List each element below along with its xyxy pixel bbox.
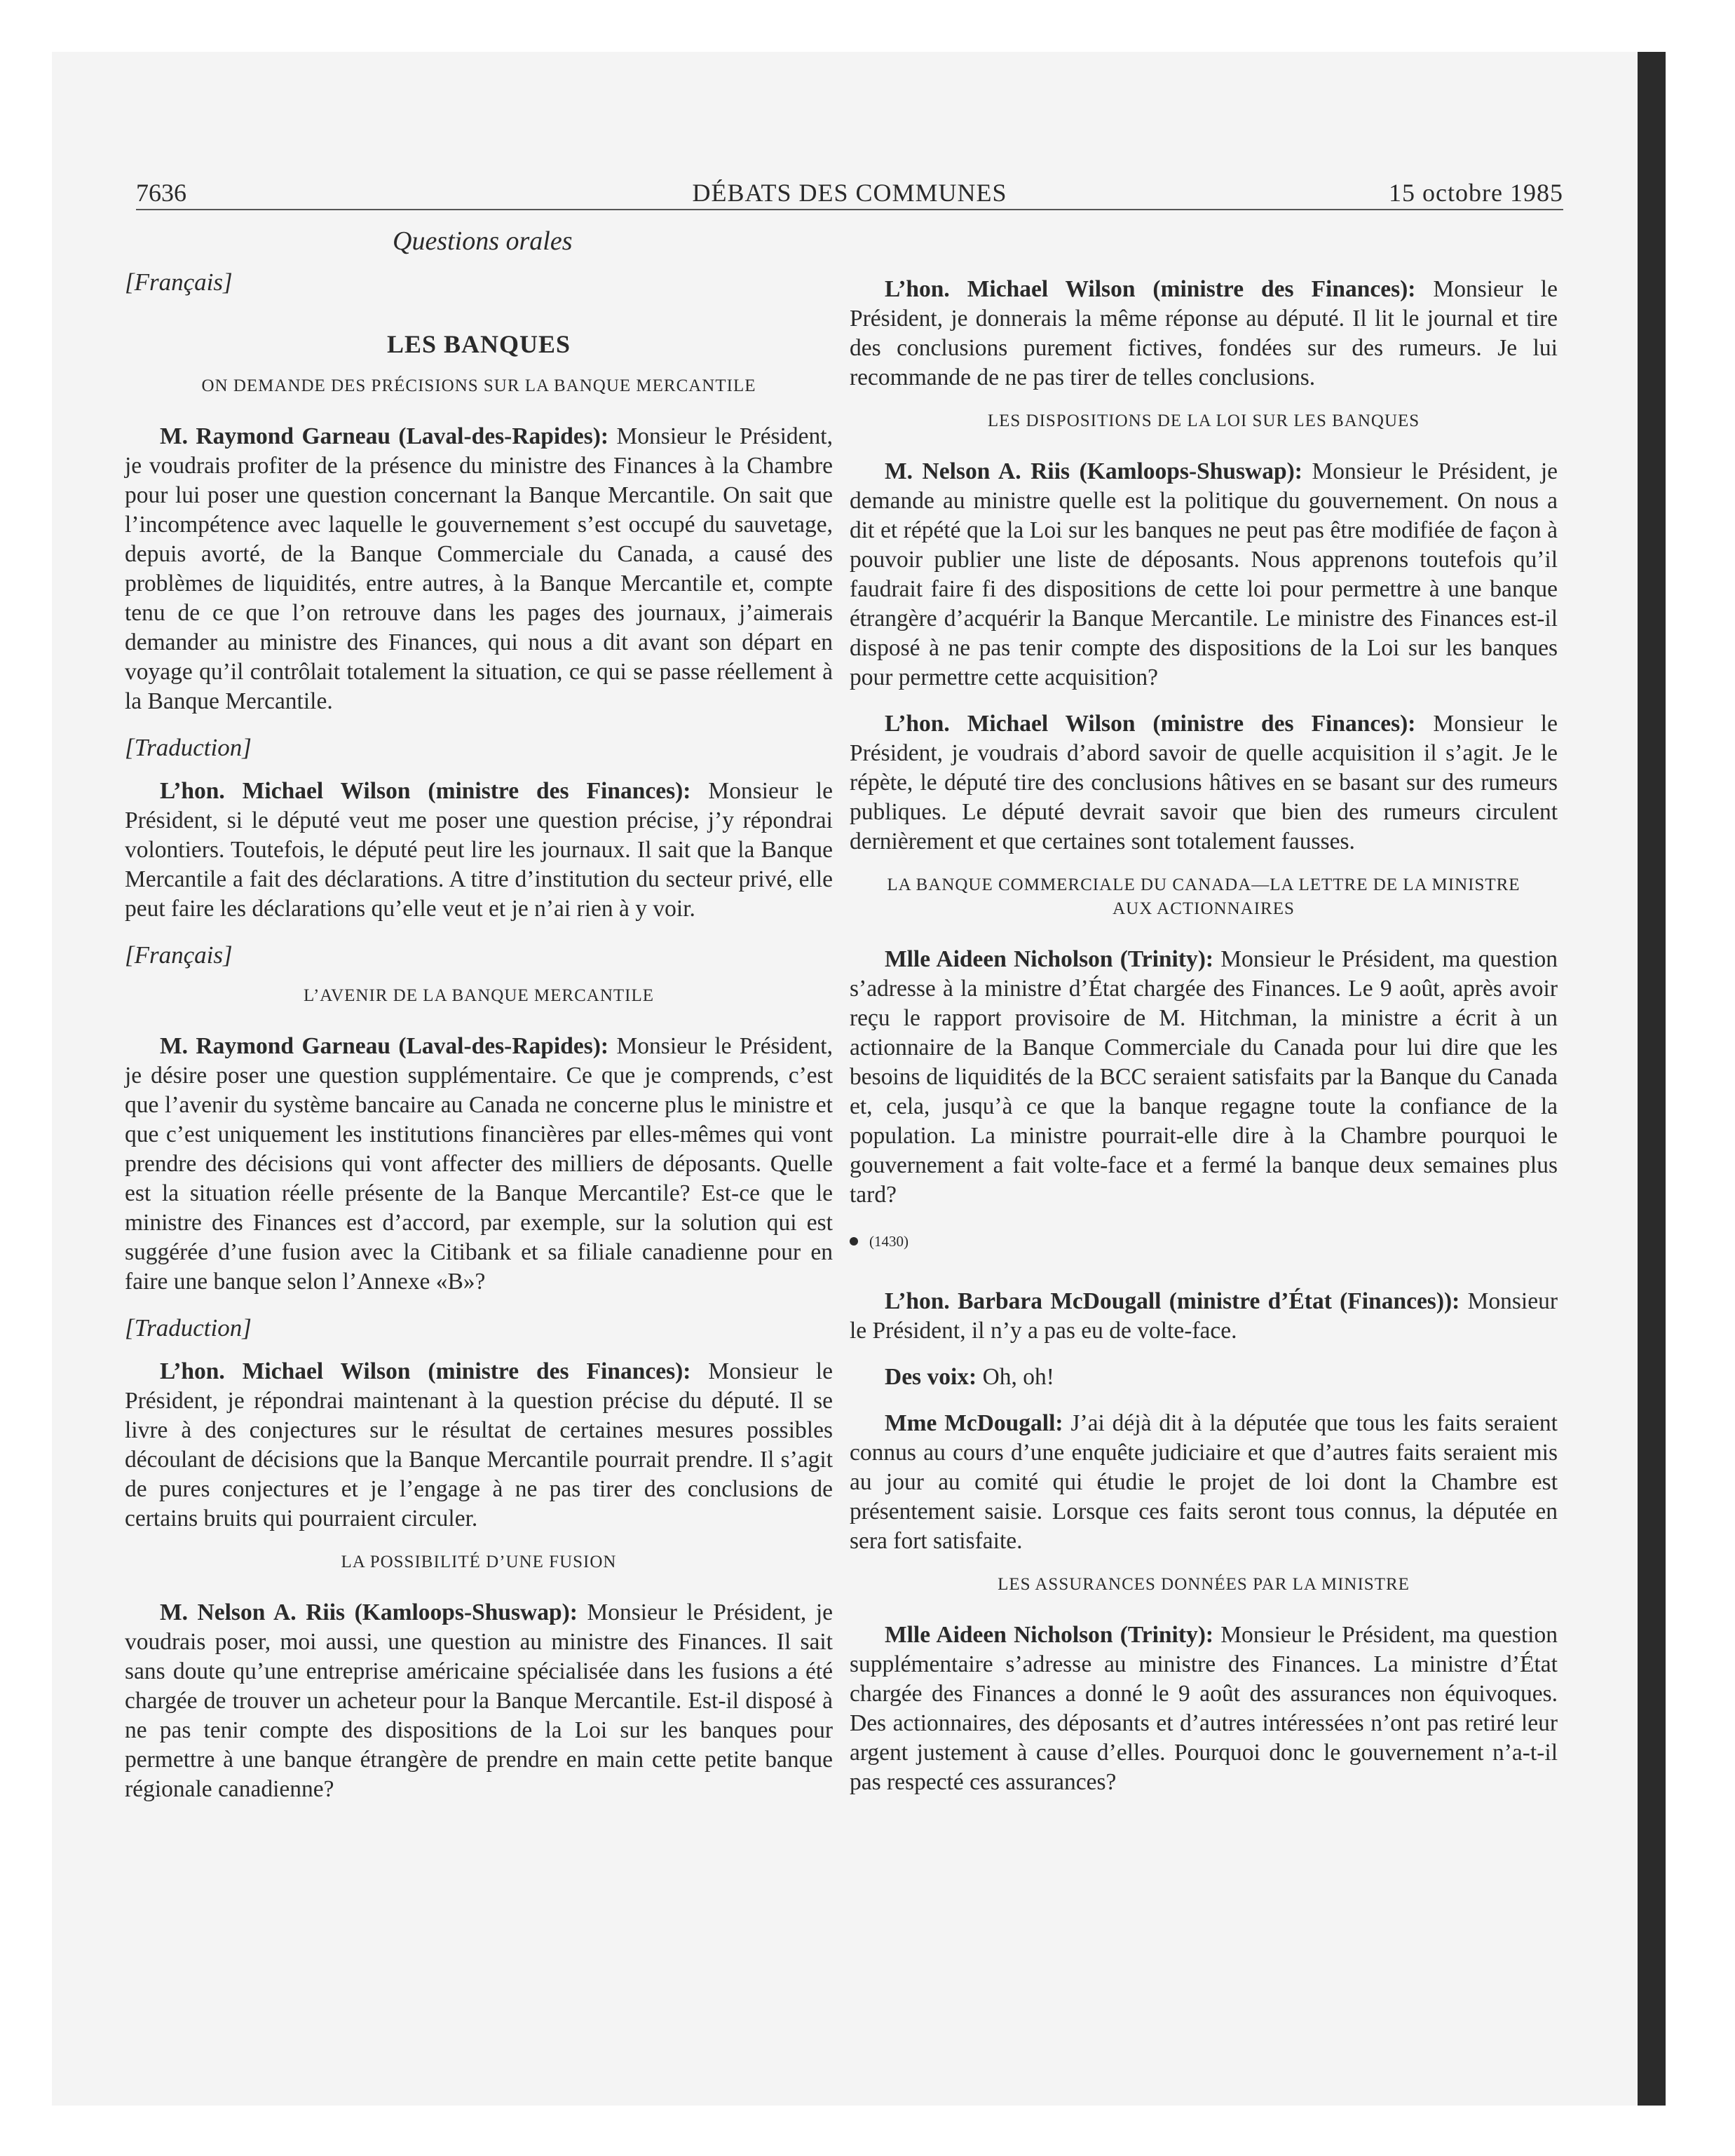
speech-text: Monsieur le Président, je voudrais poser, moi aussi, une question au ministre des Finances. Il sait sans doute qu’une entreprise américaine spécialisée dans les fusions a été chargée de trouver un acheteur pour la Banque Mercantile. Est-il disposé à ne pas tenir compte des dispositions de la Loi sur les banques pour permettre à une banque étrangère de prendre en main cette petite banque régionale canadienne? (125, 1599, 833, 1802)
speech-paragraph (125, 1357, 833, 1534)
time-marker-text: (1430) (869, 1233, 909, 1250)
speaker-name: Mlle Aideen Nicholson (Trinity): (885, 1622, 1214, 1648)
speech-paragraph (125, 777, 833, 924)
speech-paragraph (850, 1409, 1558, 1556)
speech-paragraph (850, 1287, 1558, 1346)
speech-text: Monsieur le Président, si le député veut me poser une question précise, j’y répondrai volontiers. Toutefois, le député peut lire les journaux. Il sait que la Banque Mercantile a fait des déclarations. A titre d’institution du secteur privé, elle peut faire les déclarations qu’elle veut et je n’ai rien à y voir. (125, 778, 833, 922)
speech-text: Monsieur le Président, je donnerais la même réponse au député. Il lit le journal et tire des conclusions purement fictives, fondées sur des rumeurs. Je lui recommande de ne pas tirer de telles conclusions. (850, 276, 1558, 390)
bullet-icon (850, 1237, 858, 1246)
speech-text: Monsieur le Président, je répondrai maintenant à la question précise du député. Il se livre à des conjectures sur le résultat de certaines mesures possibles découlant de décisions que la Banque Mercantile pourrait prendre. Il s’agit de pures conjectures et je l’engage à ne pas tirer des conclusions de certains bruits qui pourraient circuler. (125, 1358, 833, 1531)
subheading: LA POSSIBILITÉ D’UNE FUSION (341, 1553, 617, 1571)
speech-text: Monsieur le Président, ma question supplémentaire s’adresse au ministre des Finances. La ministre d’État chargée des Finances a donné le 9 août des assurances non équivoques. Des actionnaires, des déposants et d’autres intéressées n’ont pas retiré leur argent justement à cause d’elles. Pourquoi donc le gouvernement n’a-t-il pas respecté ces assurances? (850, 1622, 1558, 1795)
language-marker: [Traduction] (125, 1314, 252, 1342)
journal-title: DÉBATS DES COMMUNES (692, 179, 1007, 207)
speaker-name: L’hon. Barbara McDougall (ministre d’État (Finances)): (885, 1288, 1460, 1314)
section-heading: Questions orales (393, 226, 573, 256)
speech-text: J’ai déjà dit à la députée que tous les faits seraient connus au cours d’une enquête judiciaire et que d’autres faits seraient mis au jour au comité qui étudie le projet de loi dont la Chambre est présentement saisie. Lorsque ces faits seront tous connus, la députée en sera fort satisfaite. (850, 1410, 1558, 1554)
right-column (850, 259, 1558, 1814)
speech-paragraph (125, 1598, 833, 1804)
page-number: 7636 (136, 179, 186, 207)
running-header (136, 177, 1563, 210)
time-marker (850, 1227, 1558, 1256)
language-marker: [Français] (125, 941, 233, 969)
language-marker: [Français] (125, 268, 233, 296)
speech-paragraph (125, 1032, 833, 1297)
speaker-name: M. Raymond Garneau (Laval-des-Rapides): (160, 1033, 609, 1059)
speaker-name: Mlle Aideen Nicholson (Trinity): (885, 946, 1214, 972)
speech-paragraph (850, 275, 1558, 393)
subheading: LES DISPOSITIONS DE LA LOI SUR LES BANQUES (987, 411, 1420, 430)
speaker-name: L’hon. Michael Wilson (ministre des Finances): (160, 1358, 691, 1384)
speech-text: Monsieur le Président, je désire poser une question supplémentaire. Ce que je comprends, c’est que l’avenir du système bancaire au Canada ne concerne plus le ministre et que c’est uniquement les institutions financières par elles-mêmes qui vont prendre des décisions qui vont affecter des milliers de déposants. Quelle est la situation réelle présente de la Banque Mercantile? Est-ce que le ministre des Finances est d’accord, par exemple, sur la solution qui est suggérée d’une fusion avec la Citibank et sa filiale canadienne pour en faire une banque selon l’Annexe «B»? (125, 1033, 833, 1295)
speaker-name: M. Raymond Garneau (Laval-des-Rapides): (160, 423, 609, 449)
speech-paragraph (850, 945, 1558, 1210)
speech-text: Monsieur le Président, je demande au ministre quelle est la politique du gouvernement. On nous a dit et répété que la Loi sur les banques ne peut pas être modifiée de façon à pouvoir publier une liste de déposants. Nous apprenons toutefois qu’il faudrait faire fi des dispositions de cette loi pour permettre à une banque étrangère d’acquérir la Banque Mercantile. Le ministre des Finances est-il disposé à ne pas tenir compte des dispositions de la Loi sur les banques pour permettre cette acquisition? (850, 458, 1558, 690)
speech-paragraph (850, 457, 1558, 692)
speech-text: Oh, oh! (977, 1364, 1054, 1390)
speech-paragraph (850, 1363, 1558, 1392)
left-column (125, 259, 833, 1821)
speaker-name: Des voix: (885, 1364, 977, 1390)
subheading: LES ASSURANCES DONNÉES PAR LA MINISTRE (998, 1575, 1410, 1594)
language-marker: [Traduction] (125, 734, 252, 761)
topic-heading: LES BANQUES (386, 330, 571, 358)
speech-text: Monsieur le Président, je voudrais profiter de la présence du ministre des Finances à la Chambre pour lui poser une question concernant la Banque Mercantile. On sait que l’incompétence avec laquelle le gouvernement s’est occupé du sauvetage, depuis avorté, de la Banque Commerciale du Canada, a causé des problèmes de liquidités, entre autres, à la Banque Mercantile et, compte tenu de ce que l’on retrouve dans les pages des journaux, j’aimerais demander au ministre des Finances, qui nous a dit avant son départ en voyage qu’il contrôlait totalement la situation, ce qui se passe réellement à la Banque Mercantile. (125, 423, 833, 714)
speaker-name: M. Nelson A. Riis (Kamloops-Shuswap): (160, 1599, 578, 1625)
speech-text: Monsieur le Président, il n’y a pas eu de volte-face. (850, 1288, 1558, 1344)
speech-text: Monsieur le Président, ma question s’adresse à la ministre d’État chargée des Finances. Le 9 août, après avoir reçu le rapport provisoire de M. Hitchman, la ministre a écrit à un actionnaire de la Banque Commerciale du Canada pour lui dire que les besoins de liquidités de la BCC seraient satisfaits par la Banque du Canada et, cela, jusqu’à ce que la banque regagne toute la confiance de la population. La ministre pourrait-elle dire à la Chambre pourquoi le gouvernement a fait volte-face et a fermé la banque deux semaines plus tard? (850, 946, 1558, 1208)
speaker-name: Mme McDougall: (885, 1410, 1063, 1436)
subheading: L’AVENIR DE LA BANQUE MERCANTILE (303, 986, 655, 1005)
speaker-name: M. Nelson A. Riis (Kamloops-Shuswap): (885, 458, 1302, 484)
speech-paragraph (125, 422, 833, 716)
speaker-name: L’hon. Michael Wilson (ministre des Finances): (885, 276, 1416, 302)
speech-text: Monsieur le Président, je voudrais d’abord savoir de quelle acquisition il s’agit. Je le répète, le député tire des conclusions hâtives en se basant sur des rumeurs publiques. Le député devrait savoir que bien des rumeurs circulent dernièrement et que certaines sont totalement fausses. (850, 711, 1558, 854)
speaker-name: L’hon. Michael Wilson (ministre des Finances): (885, 711, 1416, 737)
subheading: ON DEMANDE DES PRÉCISIONS SUR LA BANQUE MERCANTILE (201, 376, 756, 395)
page-date: 15 octobre 1985 (1389, 179, 1563, 207)
speech-paragraph (850, 709, 1558, 857)
speaker-name: L’hon. Michael Wilson (ministre des Finances): (160, 778, 691, 804)
subheading: LA BANQUE COMMERCIALE DU CANADA—LA LETTRE DE LA MINISTRE AUX ACTIONNAIRES (887, 875, 1520, 918)
speech-paragraph (850, 1621, 1558, 1797)
